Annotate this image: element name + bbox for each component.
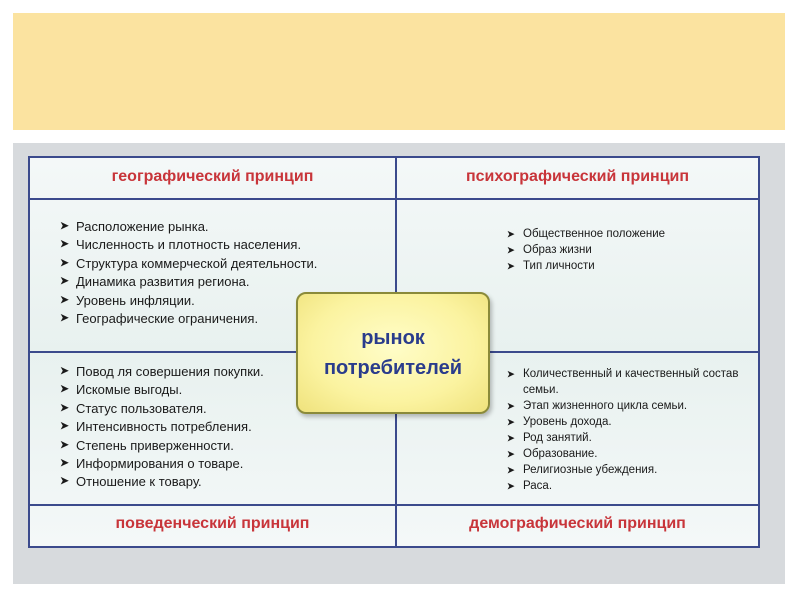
list-item-text: Структура коммерческой деятельности. xyxy=(76,255,318,271)
list-item xyxy=(60,310,317,328)
list-item-text: Численность и плотность населения. xyxy=(76,237,302,253)
list-item xyxy=(60,473,264,491)
arrow-bullet-icon: ➤ xyxy=(507,449,515,459)
center-line-2: потребителей xyxy=(323,357,463,379)
arrow-bullet-icon: ➤ xyxy=(60,221,69,232)
list-item-text: Уровень дохода. xyxy=(523,416,612,428)
list-item-text: Степень приверженности. xyxy=(76,437,234,453)
arrow-bullet-icon: ➤ xyxy=(60,313,69,325)
arrow-bullet-icon: ➤ xyxy=(507,417,515,427)
arrow-bullet-icon: ➤ xyxy=(60,458,69,470)
arrow-bullet-icon: ➤ xyxy=(60,366,69,377)
list-item xyxy=(507,226,665,242)
list-item xyxy=(60,292,317,310)
list-item xyxy=(60,255,317,273)
list-item xyxy=(507,414,743,430)
list-item xyxy=(60,381,264,399)
list-item xyxy=(60,218,317,236)
geographic-list xyxy=(60,218,317,328)
heading-behavioral: поведенческий принцип xyxy=(115,515,310,532)
arrow-bullet-icon: ➤ xyxy=(60,439,69,451)
list-item xyxy=(507,430,743,446)
list-item-text: Статус пользователя. xyxy=(76,400,207,416)
list-item-text: Этап жизненного цикла семьи. xyxy=(523,400,688,412)
heading-geographic: географический принцип xyxy=(111,168,314,185)
list-item-text: Род занятий. xyxy=(523,432,592,444)
arrow-bullet-icon: ➤ xyxy=(507,261,515,271)
heading-psychographic: психографический принцип xyxy=(465,168,690,185)
list-item xyxy=(60,363,264,381)
list-item-text: Количественный и качественный состав семьи. xyxy=(523,368,739,396)
list-item-text: Интенсивность потребления. xyxy=(76,419,252,435)
list-item xyxy=(60,437,264,455)
list-item-text: Информирования о товаре. xyxy=(76,456,244,472)
arrow-bullet-icon: ➤ xyxy=(507,465,515,475)
center-line-1: рынок xyxy=(361,327,425,349)
list-item-text: Динамика развития региона. xyxy=(76,274,250,290)
list-item xyxy=(507,398,743,414)
top-banner xyxy=(13,13,785,130)
arrow-bullet-icon: ➤ xyxy=(60,402,69,414)
list-item xyxy=(60,455,264,473)
list-item-text: Тип личности xyxy=(523,260,595,272)
list-item xyxy=(507,366,743,398)
heading-demographic: демографический принцип xyxy=(469,515,686,532)
arrow-bullet-icon: ➤ xyxy=(60,239,69,251)
arrow-bullet-icon: ➤ xyxy=(60,384,69,396)
list-item xyxy=(507,462,743,478)
arrow-bullet-icon: ➤ xyxy=(60,276,69,288)
list-item xyxy=(507,258,665,274)
demographic-list xyxy=(507,366,743,494)
behavioral-list xyxy=(60,363,264,492)
list-item-text: Расположение рынка. xyxy=(76,219,209,234)
list-item-text: Образование. xyxy=(523,448,598,460)
bottom-header-divider xyxy=(30,504,758,506)
list-item xyxy=(507,446,743,462)
arrow-bullet-icon: ➤ xyxy=(60,476,69,488)
list-item xyxy=(60,273,317,291)
arrow-bullet-icon: ➤ xyxy=(507,245,515,255)
list-item-text: Искомые выгоды. xyxy=(76,382,183,398)
arrow-bullet-icon: ➤ xyxy=(507,433,515,443)
list-item-text: Религиозные убеждения. xyxy=(523,464,658,476)
list-item xyxy=(60,400,264,418)
list-item-text: Повод ля совершения покупки. xyxy=(76,364,264,379)
arrow-bullet-icon: ➤ xyxy=(507,401,515,411)
arrow-bullet-icon: ➤ xyxy=(60,421,69,433)
list-item-text: Отношение к товару. xyxy=(76,474,202,490)
list-item-text: Общественное положение xyxy=(523,228,666,240)
arrow-bullet-icon: ➤ xyxy=(507,481,515,491)
list-item xyxy=(507,242,665,258)
arrow-bullet-icon: ➤ xyxy=(507,369,515,379)
list-item xyxy=(60,418,264,436)
list-item-text: Раса. xyxy=(523,480,553,492)
arrow-bullet-icon: ➤ xyxy=(60,257,69,269)
consumer-market-box xyxy=(296,292,490,414)
list-item xyxy=(60,236,317,254)
list-item-text: Географические ограничения. xyxy=(76,311,259,327)
top-header-divider xyxy=(30,198,758,200)
list-item-text: Образ жизни xyxy=(523,244,592,256)
list-item xyxy=(507,478,743,494)
arrow-bullet-icon: ➤ xyxy=(60,294,69,306)
list-item-text: Уровень инфляции. xyxy=(76,292,195,308)
arrow-bullet-icon: ➤ xyxy=(507,229,515,239)
psychographic-list xyxy=(507,226,665,274)
